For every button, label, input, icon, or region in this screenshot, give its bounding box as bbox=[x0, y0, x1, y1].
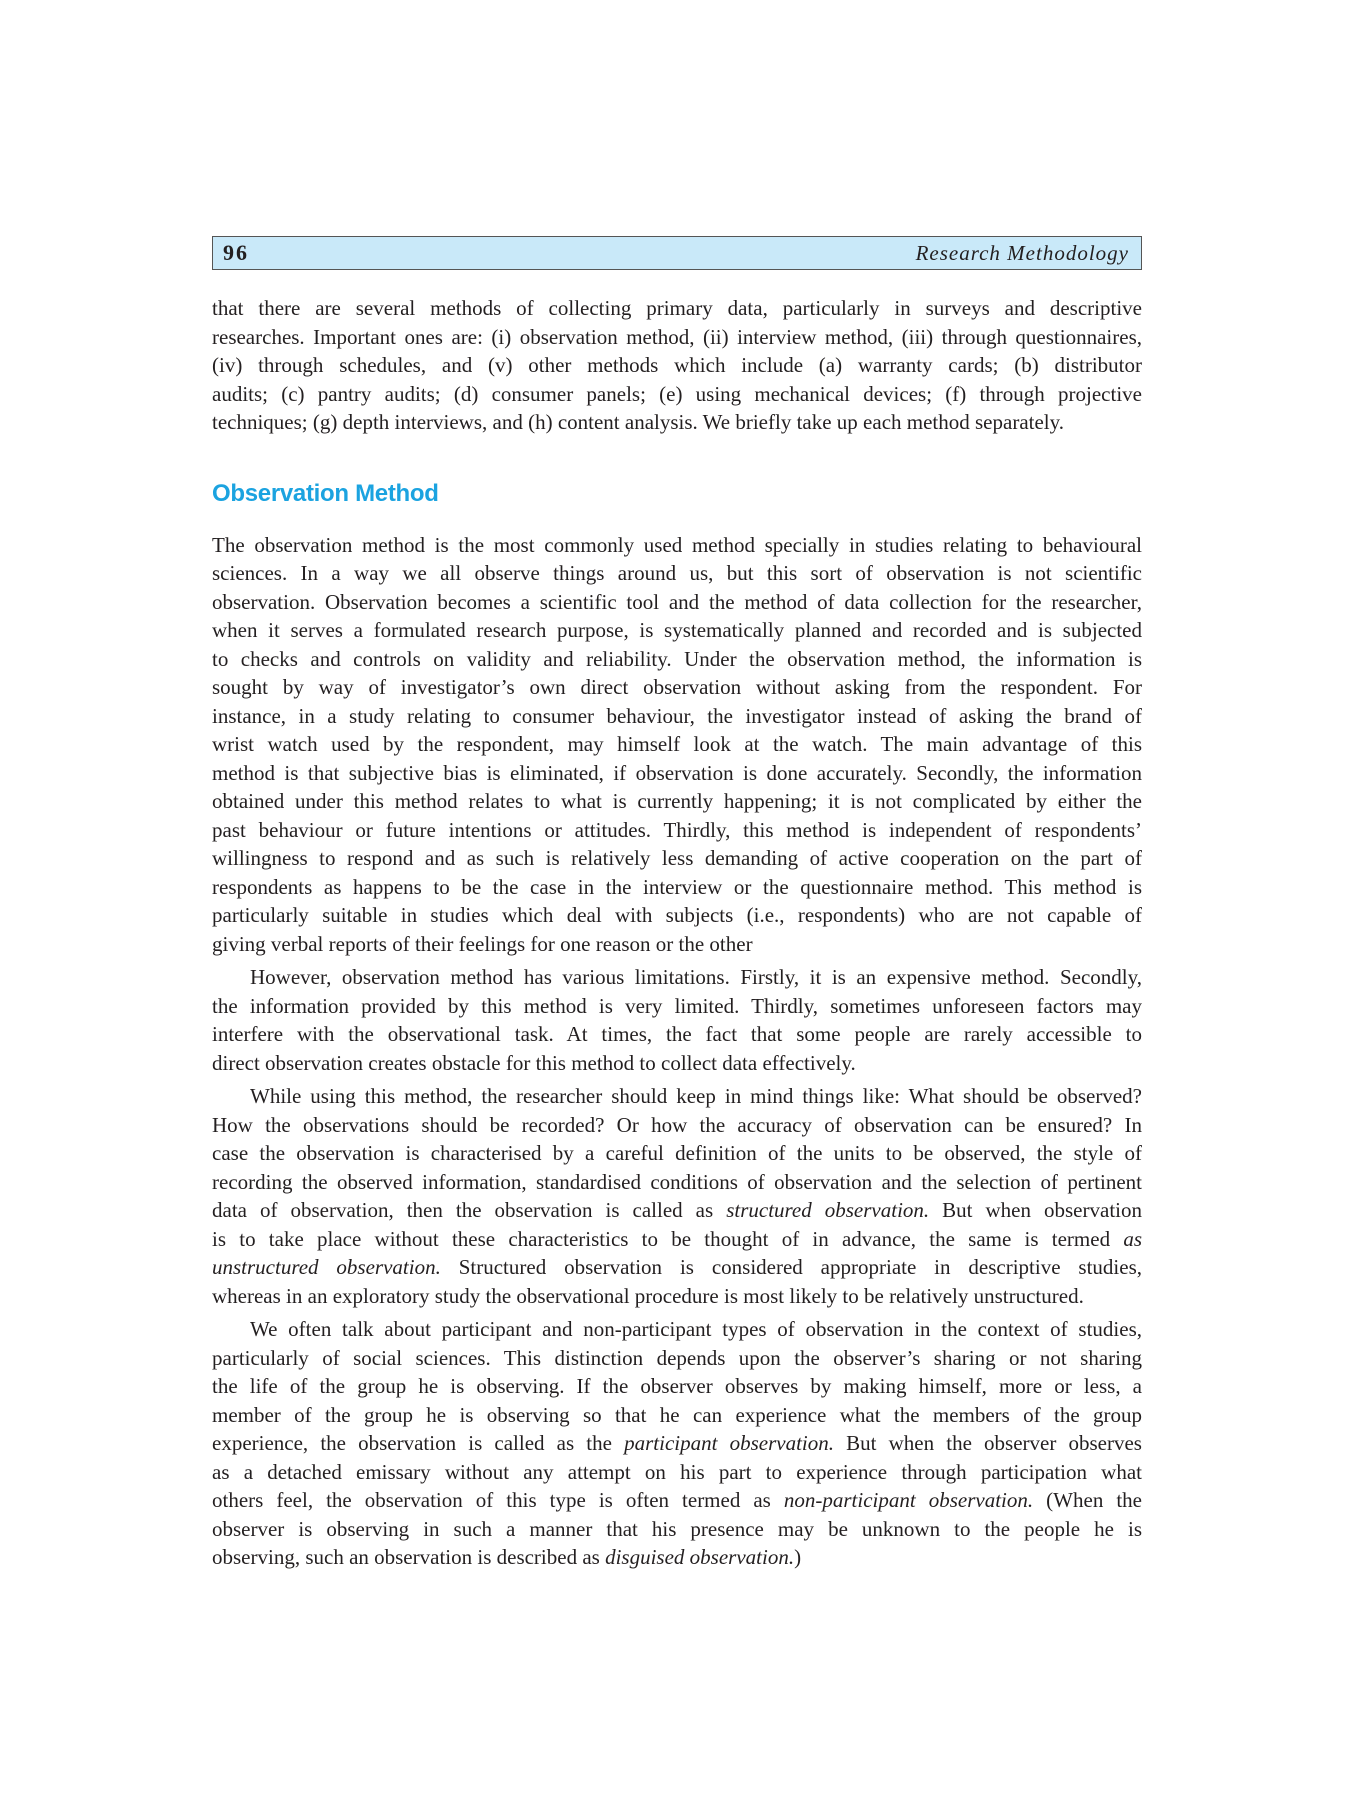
text-line bbox=[212, 294, 1142, 323]
intro-paragraph bbox=[212, 294, 1142, 437]
text-line bbox=[212, 1253, 1142, 1282]
text-line bbox=[212, 1111, 1142, 1140]
text-span: observer is observing in such a manner that his presence may be unknown to the people he is bbox=[212, 1516, 1142, 1541]
text-span: particularly of social sciences. This distinction depends upon the observer’s sharing or not sharing bbox=[212, 1345, 1142, 1370]
text-line bbox=[212, 1196, 1142, 1225]
body-paragraph bbox=[212, 1082, 1142, 1310]
text-line bbox=[212, 1458, 1142, 1487]
text-line bbox=[212, 816, 1142, 845]
text-span: sciences. In a way we all observe things around us, but this sort of observation is not scientific bbox=[212, 561, 1142, 585]
text-span: others feel, the observation of this type is often termed as bbox=[212, 1488, 784, 1512]
text-line bbox=[212, 1401, 1142, 1430]
text-span: the life of the group he is observing. If the observer observes by making himself, more or less, a bbox=[212, 1374, 1142, 1398]
text-line bbox=[212, 1543, 1142, 1572]
text-span: But when observation bbox=[929, 1198, 1142, 1222]
text-line bbox=[212, 380, 1142, 409]
text-span: (iv) through schedules, and (v) other methods which include (a) warranty cards; (b) distributor bbox=[212, 353, 1142, 377]
text-line bbox=[212, 1020, 1142, 1049]
text-line bbox=[212, 759, 1142, 788]
text-span: past behaviour or future intentions or attitudes. Thirdly, this method is independent of respondents’ bbox=[212, 817, 1142, 842]
text-line bbox=[212, 1139, 1142, 1168]
text-line bbox=[212, 1315, 1142, 1344]
text-span: data of observation, then the observation is called as bbox=[212, 1198, 727, 1222]
text-span: researches. Important ones are: (i) observation method, (ii) interview method, (iii) through questionnaires, bbox=[212, 324, 1142, 349]
text-span: whereas in an exploratory study the observational procedure is most likely to be relatively unstructured. bbox=[212, 1283, 1084, 1308]
text-line bbox=[212, 1429, 1142, 1458]
text-span: audits; (c) pantry audits; (d) consumer panels; (e) using mechanical devices; (f) through projective bbox=[212, 381, 1142, 406]
text-span: when it serves a formulated research purpose, is systematically planned and recorded and is subjected bbox=[212, 618, 1142, 642]
text-line bbox=[212, 673, 1142, 702]
text-span: However, observation method has various limitations. Firstly, it is an expensive method. Secondly, bbox=[250, 965, 1142, 989]
text-span: The observation method is the most commonly used method specially in studies relating to behavioural bbox=[212, 532, 1142, 557]
text-line bbox=[212, 1344, 1142, 1373]
text-line bbox=[212, 1515, 1142, 1544]
italic-term: unstructured observation. bbox=[212, 1255, 441, 1279]
text-span: respondents as happens to be the case in the interview or the questionnaire method. This method is bbox=[212, 874, 1142, 899]
text-span: direct observation creates obstacle for this method to collect data effectively. bbox=[212, 1050, 856, 1075]
text-line bbox=[212, 930, 1142, 959]
text-span: observation. Observation becomes a scientific tool and the method of data collection for the researcher, bbox=[212, 589, 1142, 614]
text-span: interfere with the observational task. At times, the fact that some people are rarely accessible to bbox=[212, 1022, 1142, 1046]
body-paragraph bbox=[212, 963, 1142, 1077]
body-paragraph bbox=[212, 1315, 1142, 1572]
text-span: that there are several methods of collecting primary data, particularly in surveys and descriptive bbox=[212, 296, 1142, 320]
text-span: willingness to respond and as such is relatively less demanding of active cooperation on the part of bbox=[212, 846, 1142, 870]
text-span: (When the bbox=[1033, 1488, 1142, 1512]
running-header bbox=[212, 236, 1142, 270]
page-number: 96 bbox=[223, 240, 249, 265]
text-line bbox=[212, 645, 1142, 674]
text-span: method is that subjective bias is eliminated, if observation is done accurately. Secondly, the information bbox=[212, 760, 1142, 785]
text-line bbox=[212, 351, 1142, 380]
text-span: giving verbal reports of their feelings for one reason or the other bbox=[212, 931, 753, 956]
text-span: the information provided by this method is very limited. Thirdly, sometimes unforeseen factors may bbox=[212, 993, 1142, 1018]
text-line bbox=[212, 873, 1142, 902]
text-span: sought by way of investigator’s own direct observation without asking from the respondent. For bbox=[212, 675, 1142, 699]
section-heading: Observation Method bbox=[212, 479, 439, 507]
italic-term: participant observation. bbox=[624, 1431, 834, 1455]
text-span: is to take place without these characteristics to be thought of in advance, the same is termed bbox=[212, 1226, 1124, 1251]
text-line bbox=[212, 1168, 1142, 1197]
text-span: as a detached emissary without any attempt on his part to experience through participation what bbox=[212, 1459, 1142, 1484]
italic-term: non-participant observation. bbox=[783, 1488, 1034, 1512]
text-line bbox=[212, 992, 1142, 1021]
text-line bbox=[212, 1372, 1142, 1401]
text-line bbox=[212, 901, 1142, 930]
text-span: Structured observation is considered appropriate in descriptive studies, bbox=[440, 1255, 1142, 1279]
text-line bbox=[212, 730, 1142, 759]
text-span: recording the observed information, standardised conditions of observation and the selection of pertinent bbox=[212, 1169, 1142, 1194]
running-title: Research Methodology bbox=[915, 241, 1129, 265]
text-line bbox=[212, 1486, 1142, 1515]
text-line bbox=[212, 408, 1142, 437]
text-line bbox=[212, 844, 1142, 873]
text-span: instance, in a study relating to consumer behaviour, the investigator instead of asking the brand of bbox=[212, 703, 1142, 728]
italic-term: structured observation. bbox=[726, 1198, 930, 1222]
text-span: But when the observer observes bbox=[834, 1431, 1142, 1455]
text-line bbox=[212, 1049, 1142, 1078]
text-line bbox=[212, 787, 1142, 816]
text-span: wrist watch used by the respondent, may himself look at the watch. The main advantage of this bbox=[212, 732, 1142, 756]
text-span: obtained under this method relates to what is currently happening; it is not complicated by either the bbox=[212, 789, 1142, 813]
text-line bbox=[212, 963, 1142, 992]
text-span: member of the group he is observing so that he can experience what the members of the group bbox=[212, 1402, 1142, 1427]
text-line bbox=[212, 323, 1142, 352]
text-span: particularly suitable in studies which deal with subjects (i.e., respondents) who are not capable of bbox=[212, 903, 1142, 927]
text-span: We often talk about participant and non-participant types of observation in the context of studies, bbox=[250, 1317, 1142, 1341]
page-body bbox=[212, 294, 1142, 1572]
body-paragraph bbox=[212, 531, 1142, 959]
text-span: to checks and controls on validity and reliability. Under the observation method, the information is bbox=[212, 646, 1142, 671]
italic-term: disguised observation. bbox=[605, 1545, 795, 1569]
text-span: While using this method, the researcher should keep in mind things like: What should be observed? bbox=[250, 1084, 1142, 1108]
italic-term: as bbox=[1123, 1226, 1142, 1251]
text-line bbox=[212, 702, 1142, 731]
text-line bbox=[212, 559, 1142, 588]
text-span: ) bbox=[794, 1545, 802, 1569]
text-line bbox=[212, 616, 1142, 645]
text-span: techniques; (g) depth interviews, and (h) content analysis. We briefly take up each method separately. bbox=[212, 410, 1065, 434]
text-span: observing, such an observation is described as bbox=[212, 1545, 606, 1569]
text-span: experience, the observation is called as the bbox=[212, 1431, 625, 1455]
text-span: case the observation is characterised by a careful definition of the units to be observed, the style of bbox=[212, 1141, 1142, 1165]
section-paragraphs bbox=[212, 531, 1142, 1572]
text-line bbox=[212, 1282, 1142, 1311]
text-line bbox=[212, 588, 1142, 617]
text-span: How the observations should be recorded? Or how the accuracy of observation can be ensured? In bbox=[212, 1112, 1142, 1137]
text-line bbox=[212, 1082, 1142, 1111]
text-line bbox=[212, 1225, 1142, 1254]
text-line bbox=[212, 531, 1142, 560]
